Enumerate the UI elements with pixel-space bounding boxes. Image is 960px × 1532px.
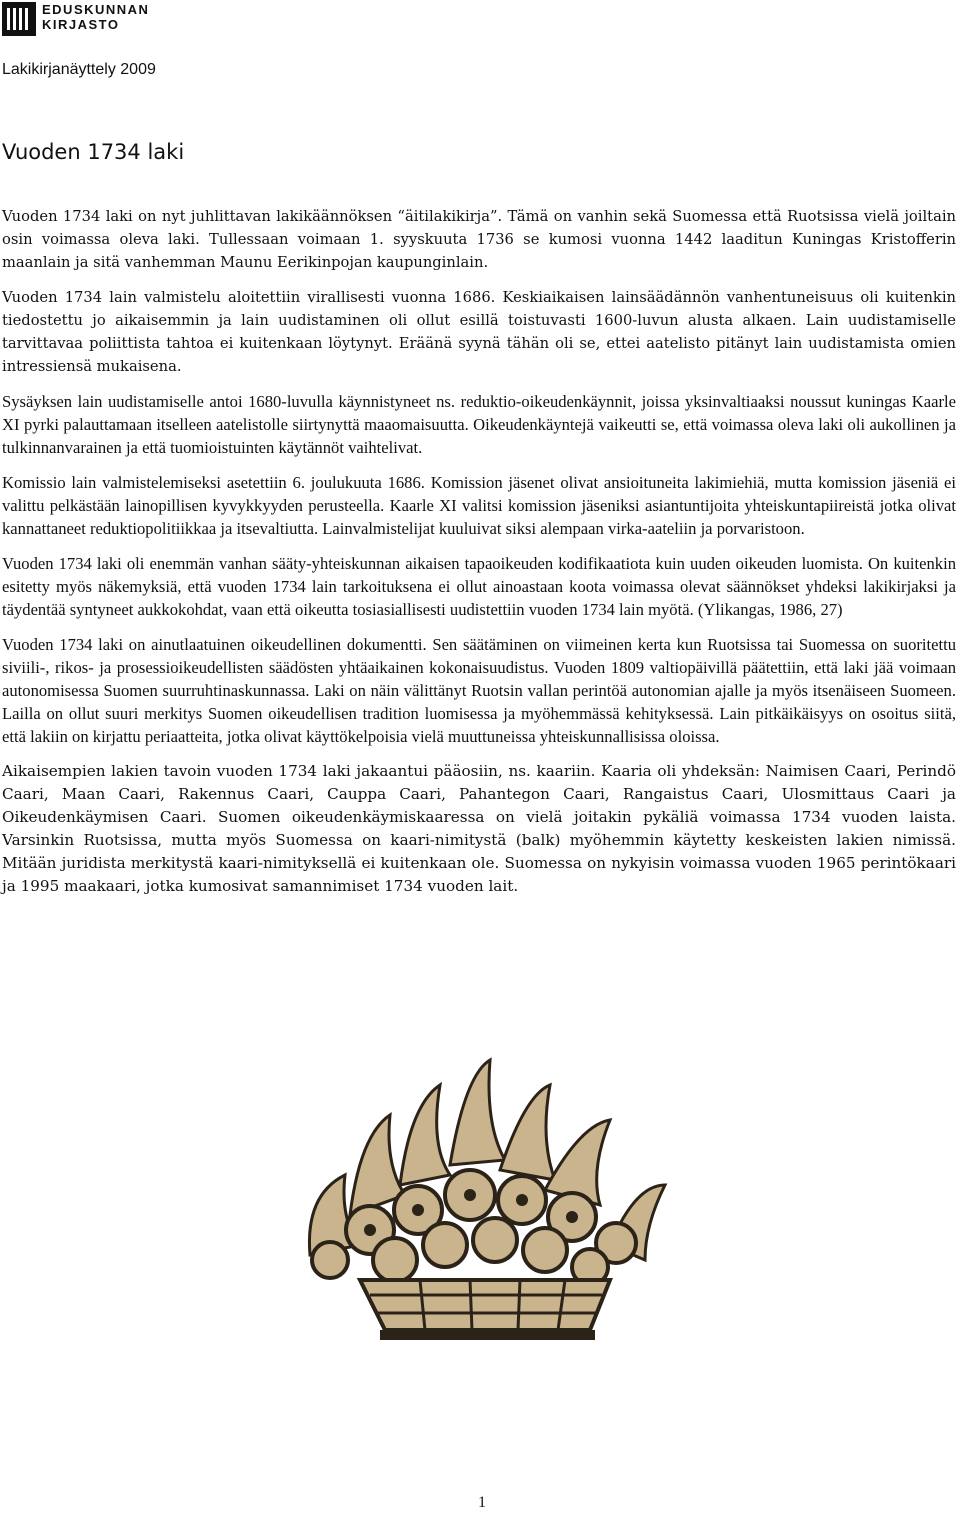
paragraph-4: Komissio lain valmistelemiseksi asetettiin 6. joulukuuta 1686. Komission jäsenet olivat ansioituneita lakimiehiä, mutta komission jäseniä ei valittu pelkästään lainopillisen kyvykkyyden perusteella. Kaarle XI valitsi komission jäseniksi asiantuntijoita yhteiskuntapiireistä jotka olivat kannattaneet reduktiopolitiikkaa ja itsevaltiutta. Lainvalmistelijat kuuluivat siksi alempaan virka-aateliin ja porvaristoon. bbox=[2, 473, 956, 538]
paragraph-6: Vuoden 1734 laki on ainutlaatuinen oikeudellinen dokumentti. Sen säätäminen on viimeinen kerta kun Ruotsissa tai Suomessa on suoritettu siviili-, rikos- ja prosessioikeudellisten säädösten yhtäaikainen kokonaisuudistus. Vuoden 1809 valtiopäivillä päätettiin, että laki jää voimaan autonomisessa Suomen suurruhtinaskunnassa. Laki on näin välittänyt Ruotsin vallan perintöä autonomian ajalle ja myös itsenäiseen Suomeen. Lailla on ollut suuri merkitys Suomen oikeudellisen tradition luomisessa ja myöhemmässä kehityksessä. Lain pitkäikäisyys on osoitus siitä, että lakiin on kirjattu periaatteita, jotka olivat käyttökelpoisia vielä muuttuneissa yhteiskunnallisissa oloissa. bbox=[2, 635, 956, 746]
paragraph-5: Vuoden 1734 laki oli enemmän vanhan sääty-yhteiskunnan aikaisen tapaoikeuden kodifikaatiota kuin uuden oikeuden luomista. On kuitenkin esitetty myös näkemyksiä, että vuoden 1734 lain tarkoituksena ei ollut ainoastaan koota voimassa olevat säännökset yhdeksi lakikirjaksi ja täydentää syntyneet aukkokohdat, vaan että oikeutta tosiasiallisesti uudistettiin vuoden 1734 lain myötä. (Ylikangas, 1986, 27) bbox=[2, 554, 956, 619]
parliament-columns-icon bbox=[2, 2, 36, 36]
exhibition-name: Lakikirjanäyttely 2009 bbox=[2, 61, 156, 78]
woodcut-flower-basket-icon bbox=[290, 1045, 680, 1345]
logo-line-1: EDUSKUNNAN bbox=[42, 2, 150, 17]
page-title: Vuoden 1734 laki bbox=[2, 140, 185, 164]
logo-wordmark bbox=[42, 2, 149, 32]
paragraph-2: Vuoden 1734 lain valmistelu aloitettiin virallisesti vuonna 1686. Keskiaikaisen lainsäädännön vanhentuneisuus oli kuitenkin tiedostettu jo aikaisemmin ja lain uudistaminen oli ollut esillä toistuvasti 1600-luvun alusta alkaen. Lain uudistamiselle tarvittavaa poliittista tahtoa ei kuitenkaan löytynyt. Eräänä syynä tähän oli se, ettei aatelisto pitänyt lain uudistamista omien intressiensä mukaisena. bbox=[2, 289, 956, 375]
paragraph-3: Sysäyksen lain uudistamiselle antoi 1680-luvulla käynnistyneet ns. reduktio-oikeudenkäynnit, joissa yksinvaltiaaksi noussut kuningas Kaarle XI pyrki palauttamaan itselleen aatelistolle siirtynyttä maaomaisuutta. Oikeudenkäyntejä vaikeutti se, että voimassa oleva laki oli aukollinen ja tulkinnanvarainen ja että tuomioistuinten käytännöt vaihtelivat. bbox=[2, 392, 956, 457]
paragraph-1: Vuoden 1734 laki on nyt juhlittavan lakikäännöksen “äitilakikirja”. Tämä on vanhin sekä Suomessa että Ruotsissa vielä joiltain osin voimassa oleva laki. Tullessaan voimaan 1. syyskuuta 1736 se kumosi vuonna 1442 laaditun Kuningas Kristofferin maanlain ja sitä vanhemman Maunu Eerikinpojan kaupunginlain. bbox=[2, 208, 956, 271]
article-body bbox=[2, 205, 956, 910]
library-logo bbox=[2, 2, 149, 36]
paragraph-7: Aikaisempien lakien tavoin vuoden 1734 laki jakaantui pääosiin, ns. kaariin. Kaaria oli yhdeksän: Naimisen Caari, Perindö Caari, Maan Caari, Rakennus Caari, Cauppa Caari, Pahantegon Caari, Rangaistus Caari, Ulosmittaus Caari ja Oikeudenkäymisen Caari. Suomen oikeudenkäymiskaaressa on vielä joitakin pykäliä voimassa 1734 vuoden laista. Varsinkin Ruotsissa, mutta myös Suomessa on kaari-nimitystä (balk) myöhemmin käytetty keskeisten lakien nimissä. Mitään juridista merkitystä kaari-nimityksellä ei kuitenkaan ole. Suomessa on nykyisin voimassa vuoden 1965 perintökaari ja 1995 maakaari, jotka kumosivat samannimiset 1734 vuoden lait. bbox=[2, 762, 956, 895]
page-number: 1 bbox=[478, 1494, 486, 1511]
logo-line-2: KIRJASTO bbox=[42, 17, 120, 32]
